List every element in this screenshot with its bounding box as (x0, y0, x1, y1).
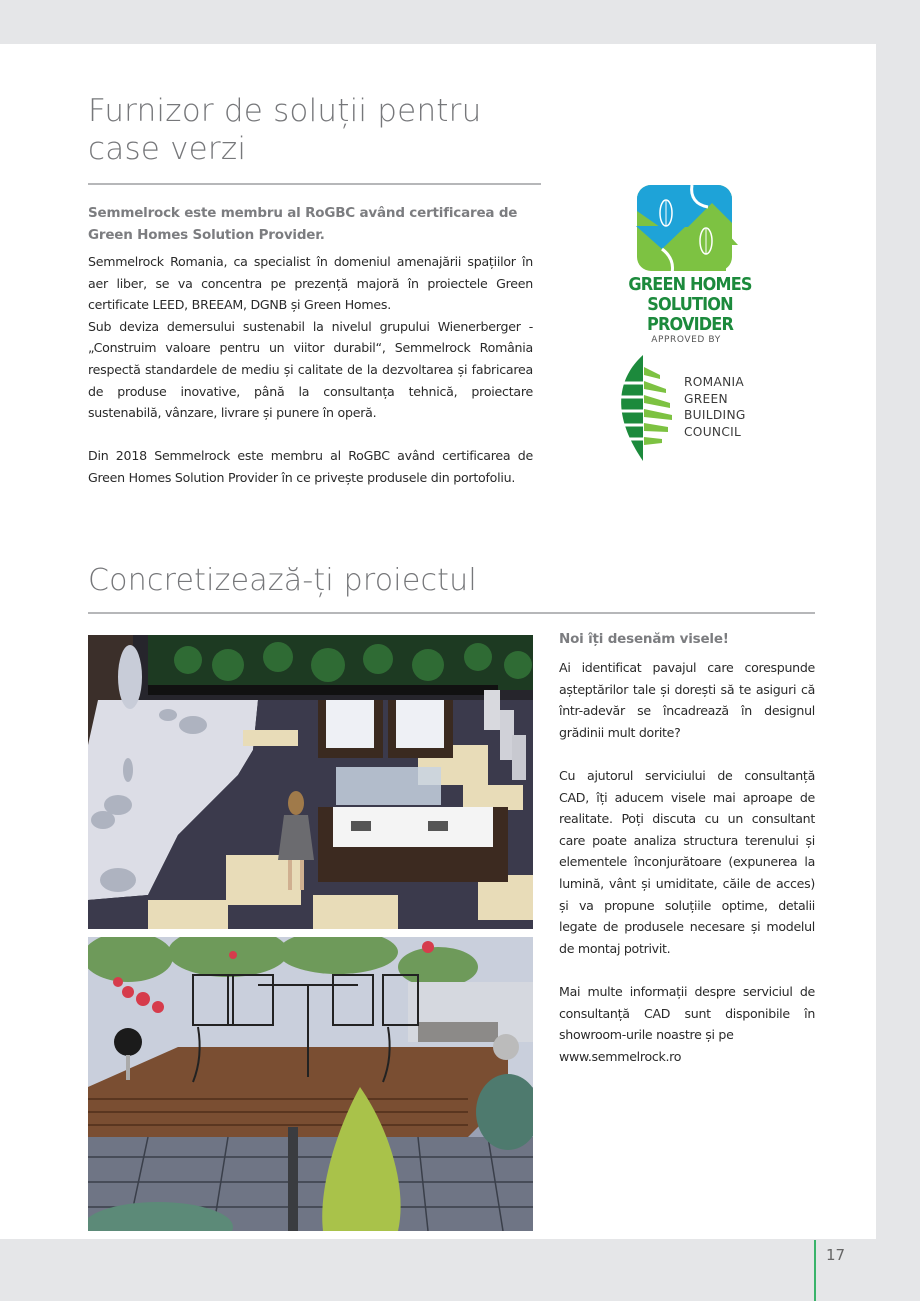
rgbc-wordmark (684, 374, 746, 440)
divider (88, 183, 541, 185)
lead-line: Green Homes Solution Provider. (88, 227, 325, 243)
paragraph: Din 2018 Semmelrock este membru al RoGBC având certificarea de Green Homes Solution Provider în ce privește produsele din portofoliu. (88, 448, 533, 485)
wordmark-line: BUILDING (684, 408, 746, 422)
approved-by-label: APPROVED BY (651, 335, 721, 345)
page-number: 17 (826, 1246, 846, 1264)
title-line: case verzi (88, 131, 247, 167)
title-line: Furnizor de soluții pentru (88, 93, 482, 129)
section-title-green-homes (88, 92, 548, 168)
wordmark-line: COUNCIL (684, 424, 742, 439)
green-homes-logo-icon (600, 183, 780, 275)
deck-render-image (88, 937, 533, 1231)
side-lead: Noi îți desenăm visele! (559, 631, 729, 647)
paragraph: Semmelrock Romania, ca specialist în domeniul amenajării spațiilor în aer liber, se va concentra pe prezență majoră în proiectele Green certificate LEED, BREEAM, DGNB și Green Homes. (88, 254, 533, 313)
body-copy (88, 251, 533, 489)
paragraph: Cu ajutorul serviciului de consultanță CAD, îți aducem visele mai aproape de realitate. Poți discuta cu un consultant care poate analiza structura terenului și elementele înconjurătoare (expunerea la lumină, vânt și umiditate, căile de acces) și va propune soluțiile optime, detalii legate de produsele necesare și modelul de montaj potrivit. (559, 767, 815, 956)
divider (88, 612, 815, 614)
page-number-accent-line (814, 1240, 816, 1301)
website-link[interactable]: www.semmelrock.ro (559, 1048, 682, 1064)
wordmark-line: ROMANIA (684, 375, 745, 389)
paragraph: Ai identificat pavajul care corespunde așteptărilor tale și dorești să te asiguri că într-adevăr se încadrează în designul grădinii mult dorite? (559, 660, 815, 740)
paragraph: Mai multe informații despre serviciul de consultanță CAD sunt disponibile în showroom-urile noastre și pe (559, 983, 815, 1043)
terrace-illustration (88, 635, 533, 929)
wordmark-line: GREEN HOMES (628, 275, 752, 295)
paragraph: Sub deviza demersului sustenabil la nivelul grupului Wienerberger - „Construim valoare pentru un viitor durabil“, Semmelrock România respectă standardele de mediu și calitate de la dezvoltarea și fabricarea de produse inovative, până la consultanța tehnică, proiectare sustenabilă, vânzare, livrare și punere în operă. (88, 318, 533, 421)
wordmark-line: SOLUTION PROVIDER (646, 295, 734, 335)
certification-logos (600, 183, 780, 468)
rgbc-leaf-icon (608, 353, 678, 463)
terrace-render-image (88, 635, 533, 929)
ghsp-wordmark (609, 275, 771, 335)
deck-illustration (88, 937, 533, 1231)
lead-line: Semmelrock este membru al RoGBC având certificarea de (88, 205, 518, 221)
section-title-project: Concretizează-ți proiectul (88, 563, 477, 598)
side-copy (559, 657, 815, 1067)
lead-paragraph (88, 202, 538, 246)
wordmark-line: GREEN (684, 391, 728, 406)
